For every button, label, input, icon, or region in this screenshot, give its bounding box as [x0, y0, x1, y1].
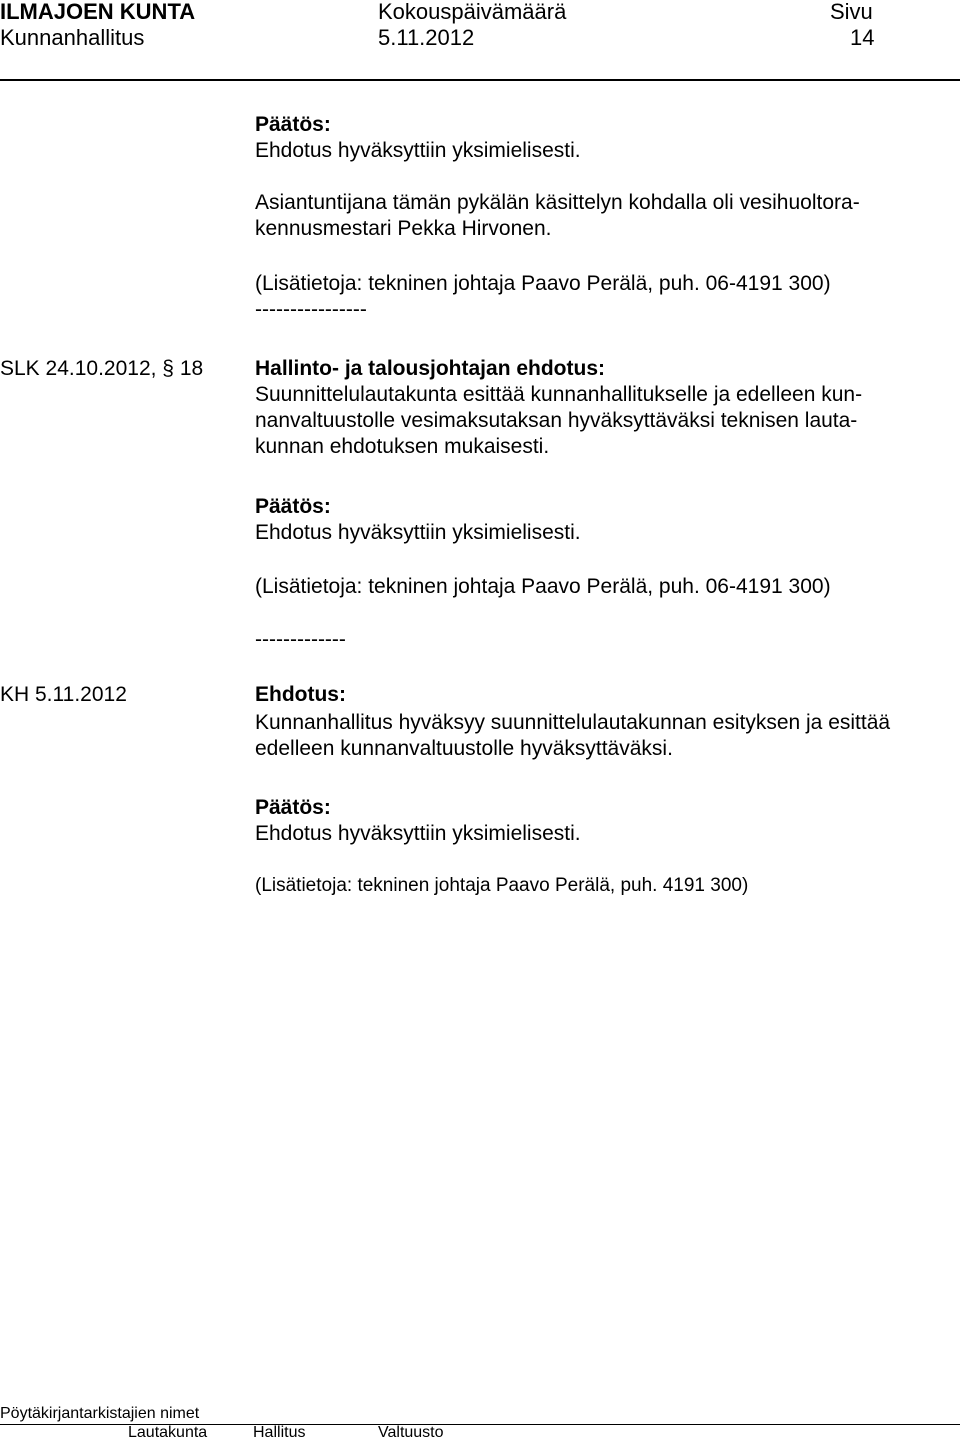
proposal-line-3: kunnan ehdotuksen mukaisesti. [255, 435, 550, 458]
expert-line-2: kennusmestari Pekka Hirvonen. [255, 217, 552, 240]
proposal-line-1: Suunnittelulautakunta esittää kunnanhallitukselle ja edelleen kun- [255, 383, 863, 406]
page-label: Sivu [830, 0, 873, 24]
decision-text-2: Ehdotus hyväksyttiin yksimielisesti. [255, 521, 581, 544]
page-number: 14 [850, 25, 875, 50]
info-line-3: (Lisätietoja: tekninen johtaja Paavo Perälä, puh. 4191 300) [255, 875, 749, 896]
decision-heading-2: Päätös: [255, 495, 331, 518]
footer-col-valtuusto: Valtuusto [378, 1424, 444, 1441]
decision-text-1: Ehdotus hyväksyttiin yksimielisesti. [255, 139, 581, 162]
proposal-heading-2: Hallinto- ja talousjohtajan ehdotus: [255, 357, 606, 380]
date-label: Kokouspäivämäärä [378, 0, 567, 24]
reference-kh: KH 5.11.2012 [0, 683, 127, 706]
proposal-line-5: edelleen kunnanvaltuustolle hyväksyttäväksi. [255, 737, 673, 760]
proposal-heading-3: Ehdotus: [255, 683, 346, 706]
proposal-line-2: nanvaltuustolle vesimaksutaksan hyväksyttäväksi teknisen lauta- [255, 409, 858, 432]
body-name: Kunnanhallitus [0, 25, 145, 50]
separator-1: ---------------- [255, 298, 367, 321]
header-rule [0, 79, 960, 81]
decision-heading-1: Päätös: [255, 113, 331, 136]
footer-col-lautakunta: Lautakunta [128, 1424, 208, 1441]
footer-col-hallitus: Hallitus [253, 1424, 306, 1441]
org-name: ILMAJOEN KUNTA [0, 0, 196, 24]
expert-line-1: Asiantuntijana tämän pykälän käsittelyn kohdalla oli vesihuoltora- [255, 191, 860, 214]
footer-title: Pöytäkirjantarkistajien nimet [0, 1405, 200, 1422]
separator-2: ------------- [255, 628, 346, 651]
decision-heading-3: Päätös: [255, 796, 331, 819]
info-line-2: (Lisätietoja: tekninen johtaja Paavo Perälä, puh. 06-4191 300) [255, 575, 831, 598]
meeting-date: 5.11.2012 [378, 25, 475, 50]
info-line-1: (Lisätietoja: tekninen johtaja Paavo Perälä, puh. 06-4191 300) [255, 272, 831, 295]
decision-text-3: Ehdotus hyväksyttiin yksimielisesti. [255, 822, 581, 845]
reference-slk: SLK 24.10.2012, § 18 [0, 357, 204, 380]
proposal-line-4: Kunnanhallitus hyväksyy suunnittelulautakunnan esityksen ja esittää [255, 711, 891, 734]
